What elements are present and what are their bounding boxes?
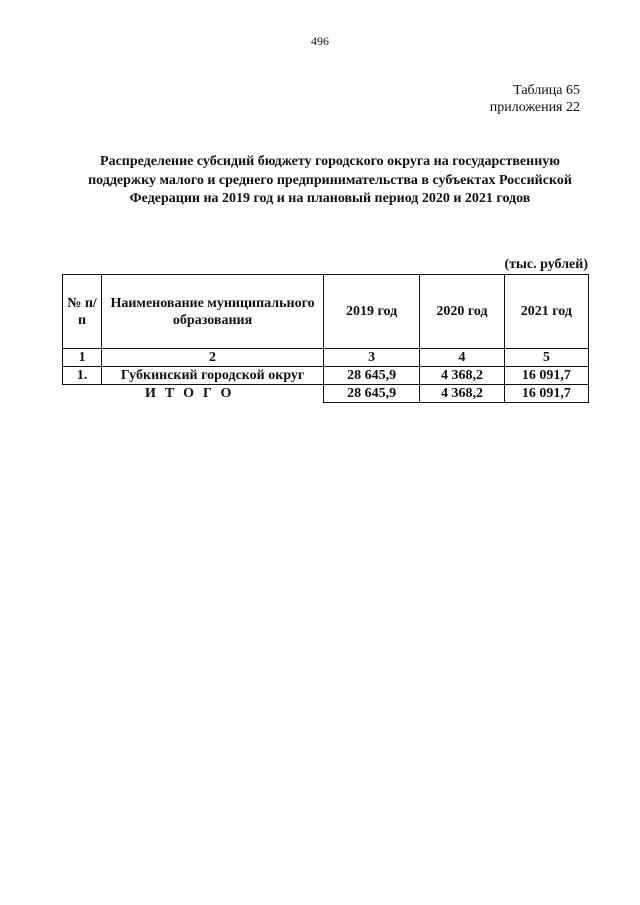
header-num: № п/п — [63, 275, 102, 349]
table-header-row — [63, 275, 589, 349]
total-value-2021: 16 091,7 — [504, 385, 588, 403]
document-title: Распределение субсидий бюджету городского округа на государственную поддержку малого и среднего предпринимательства в субъектах Российской Федерации на 2019 год и на плановый период 2020 и 2021 годов — [88, 154, 572, 206]
table-reference — [490, 82, 580, 116]
total-value-2019: 28 645,9 — [323, 385, 419, 403]
header-name: Наименование муниципального образования — [102, 275, 324, 349]
table-reference-line2: приложения 22 — [489, 100, 580, 115]
index-cell-4: 4 — [420, 349, 504, 367]
total-label: ИТОГО — [63, 385, 324, 403]
page-number: 496 — [311, 34, 329, 48]
index-cell-2: 2 — [102, 349, 324, 367]
total-value-2020: 4 368,2 — [420, 385, 504, 403]
header-2019: 2019 год — [323, 275, 419, 349]
row-value-2019: 28 645,9 — [323, 367, 419, 385]
row-value-2021: 16 091,7 — [504, 367, 588, 385]
units-label: (тыс. рублей) — [504, 257, 588, 272]
index-cell-1: 1 — [63, 349, 102, 367]
row-municipality-name: Губкинский городской округ — [102, 367, 324, 385]
row-value-2020: 4 368,2 — [420, 367, 504, 385]
header-2020: 2020 год — [420, 275, 504, 349]
table-row — [63, 367, 589, 385]
index-cell-3: 3 — [323, 349, 419, 367]
header-2021: 2021 год — [504, 275, 588, 349]
total-row — [63, 385, 589, 403]
row-num: 1. — [63, 367, 102, 385]
subsidy-table — [62, 274, 589, 403]
column-index-row — [63, 349, 589, 367]
table-reference-line1: Таблица 65 — [513, 83, 580, 98]
index-cell-5: 5 — [504, 349, 588, 367]
